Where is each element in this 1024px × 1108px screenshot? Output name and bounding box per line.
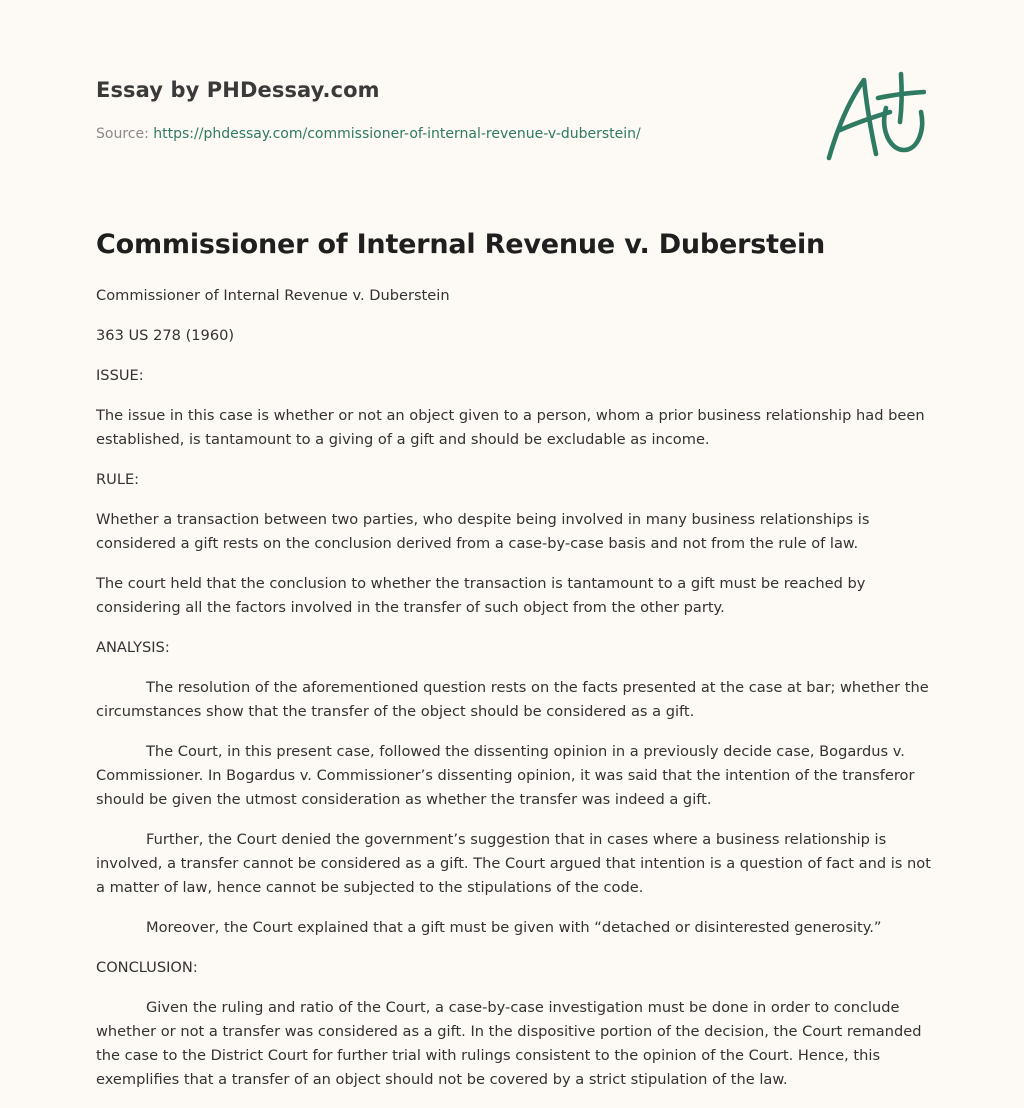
rule-paragraph: Whether a transaction between two parties, who despite being involved in many business relationships is considered a gift rests on the conclusion derived from a case-by-case basis and not from the rule of law. [96,511,870,552]
citation-paragraph: 363 US 278 (1960) [96,327,235,344]
analysis-paragraph: The Court, in this present case, followed the dissenting opinion in a previously decide case, Bogardus v. Commissioner. In Bogardus v. Commissioner’s dissenting opinion, it was said that the intention of the transferor should be given the utmost consideration as whether the transfer was indeed a gift. [96,743,915,808]
source-line [96,124,716,144]
site-brand: Essay by PHDessay.com [96,78,380,102]
analysis-paragraph: Further, the Court denied the government’s suggestion that in cases where a business relationship is involved, a transfer cannot be considered as a gift. The Court argued that intention is a question of fact and is not a matter of law, hence cannot be subjected to the stipulations of the code. [96,831,931,896]
rule-paragraph: The court held that the conclusion to whether the transaction is tantamount to a gift must be reached by considering all the factors involved in the transfer of such object from the other party. [96,575,866,616]
essay-title: Commissioner of Internal Revenue v. Duberstein [96,229,826,260]
conclusion-paragraph: Given the ruling and ratio of the Court, a case-by-case investigation must be done in order to conclude whether or not a transfer was considered as a gift. In the dispositive portion of the decision, the Court remanded the case to the District Court for further trial with rulings consistent to the opinion of the Court. Hence, this exemplifies that a transfer of an object should not be covered by a strict stipulation of the law. [96,999,922,1088]
source-link[interactable]: https://phdessay.com/commissioner-of-internal-revenue-v-duberstein/ [153,126,641,142]
case-name-paragraph: Commissioner of Internal Revenue v. Duberstein [96,287,450,304]
conclusion-heading: CONCLUSION: [96,959,198,976]
essay-body [96,284,932,1108]
source-label: Source: [96,126,149,142]
issue-heading: ISSUE: [96,367,144,384]
a-plus-grade-icon [822,68,926,164]
analysis-paragraph: The resolution of the aforementioned question rests on the facts presented at the case at bar; whether the circumstances show that the transfer of the object should be considered as a gift. [96,679,929,720]
issue-paragraph: The issue in this case is whether or not an object given to a person, whom a prior business relationship had been established, is tantamount to a giving of a gift and should be excludable as income. [96,407,925,448]
analysis-heading: ANALYSIS: [96,639,170,656]
essay-header [96,76,716,144]
rule-heading: RULE: [96,471,140,488]
analysis-paragraph: Moreover, the Court explained that a gift must be given with “detached or disinterested generosity.” [146,919,882,936]
